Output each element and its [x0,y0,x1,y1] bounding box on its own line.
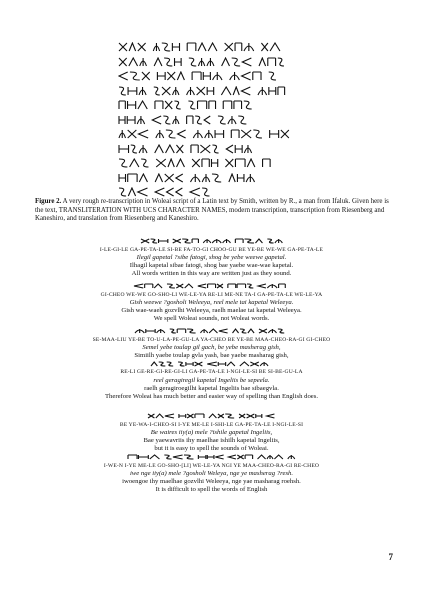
script-line [30,413,393,421]
woleai-glyphs [118,173,262,183]
transliteration: RE-LI GE-RE-GI-RE-GI-LI GA-PE-TA-LE I-NGI-LE-SI BE SI-BE-GU-LA [120,369,303,376]
script-line [118,57,328,72]
woleai-script-block [118,42,328,202]
stanza-1 [30,238,393,278]
transliteration: BE YE-WA-I-CHEO-SI I-YE ME-LE I-SHI-LE GA-PE-TA-LE I-NGI-LE-SI [119,422,304,429]
figure-caption-text: A very rough re-transcription in Woleai script of a Latin text by Smith, written by R., a man from Ifaluk. Given here is the text, TRANSLITERATION WITH UCS CHARACTER NAMES, modern transcription, transcription from Riesenberg and Kaneshiro, and translation from Riesenberg and Kaneshiro. [35,198,389,223]
woleai-glyphs [133,283,290,289]
woleai-glyphs [140,238,284,244]
modern-transcription: reel geragiregil kapetal Ingeliis be sepeela. [153,376,270,384]
stanza-2 [30,283,393,323]
script-line [118,173,328,188]
woleai-glyphs [118,42,282,52]
woleai-glyphs [134,328,289,334]
woleai-glyphs [118,100,259,110]
riesenberg-transcription: raelh geragiroegilhi kapetal Ingeliis bae sibaegvla. [144,384,279,392]
translation: All words written in this way are written just as they sound. [131,270,292,278]
script-line [118,86,328,101]
translation: but it is easy to spell the sounds of Woleai. [154,445,269,453]
riesenberg-transcription: Simiilh yaebe toulap gvla yash, bae yaebe masharag gish, [134,352,289,360]
transliteration: SE-MAA-LIU YE-BE TO-U-LA-PE-GU-LA YA-CHEO BE YE-BE MAA-CHEO-RA-GI GI-CHEO [92,337,331,344]
woleai-glyphs [147,413,276,419]
script-line [118,144,328,159]
woleai-glyphs [127,454,296,460]
woleai-glyphs [118,158,272,168]
script-line [118,129,328,144]
script-line [30,453,393,461]
modern-transcription: Be waires iiy(a) mele ?ishile gapetal Ingeliis, [150,429,273,437]
woleai-glyphs [118,86,292,96]
riesenberg-transcription: Ilhagil kapetal sibae fatogi, shog bae yaebe wae-wae kapetal. [129,262,294,270]
woleai-glyphs [150,361,273,367]
transliteration: I-LE-GI-LE GA-PE-TA-LE SI-BE FA-TO-GI CHOO-GU BE YE-BE WE-WE GA-PE-TA-LE [99,247,324,254]
riesenberg-transcription: Gish wae-waeh gozvlhi Weleeya, raelh maelae tai kapetal Weleeya. [121,307,302,315]
modern-transcription: iwe nge iiy(a) mele ?gosholi Weleya, nge ye masherag ?resh. [129,469,294,477]
script-line [30,283,393,291]
figure-caption [35,198,391,224]
woleai-glyphs [118,144,259,154]
riesenberg-transcription: Bae yaewavriis ihy maelhae ishilh kapetal Ingeliis, [143,437,280,445]
woleai-glyphs [118,187,212,197]
script-line [118,115,328,130]
script-line [118,100,328,115]
modern-transcription: Gish weewe ?gosholi Weleeya, reel mele tai kapetal Weleeya. [129,299,294,307]
stanza-3 [30,328,393,401]
script-line [118,71,328,86]
woleai-glyphs [118,57,292,67]
transliteration: GI-CHEO WE-WE GO-SHO-LI WE-LE-YA RE-LI ME-NE TA-I GA-PE-TA-LE WE-LE-YA [100,292,323,299]
figure-label: Figure 2. [35,198,62,205]
script-line [30,238,393,246]
riesenberg-transcription: iwoengoe ihy maelhae gozvlhi Weleeya, nge yae masharag roehsh. [122,477,301,485]
translation: It is difficult to spell the words of English [155,485,268,493]
transliteration: I-WE-N I-YE ME-LE GO-SHO-[LI] WE-LE-YA NGI YE MAA-CHEO-RA-GI RE-CHEO [103,462,320,469]
woleai-glyphs [118,129,291,139]
script-line [30,328,393,336]
script-line [118,42,328,57]
woleai-glyphs [118,115,254,125]
page-number: 7 [388,552,393,562]
translation: Therefore Woleai has much better and easier way of spelling than English does. [104,392,319,400]
stanza-4 [30,413,393,494]
script-line [118,158,328,173]
modern-transcription: Ilegil gapetal ?sibe fatogi, shog be yebe weewe gapetal. [136,254,287,262]
script-line [30,360,393,368]
woleai-glyphs [118,71,278,81]
translation: We spell Woleai sounds, not Woleai words. [153,315,270,323]
modern-transcription: Semel yebe toulap gil gach, be yebe masherag gish, [142,344,281,352]
